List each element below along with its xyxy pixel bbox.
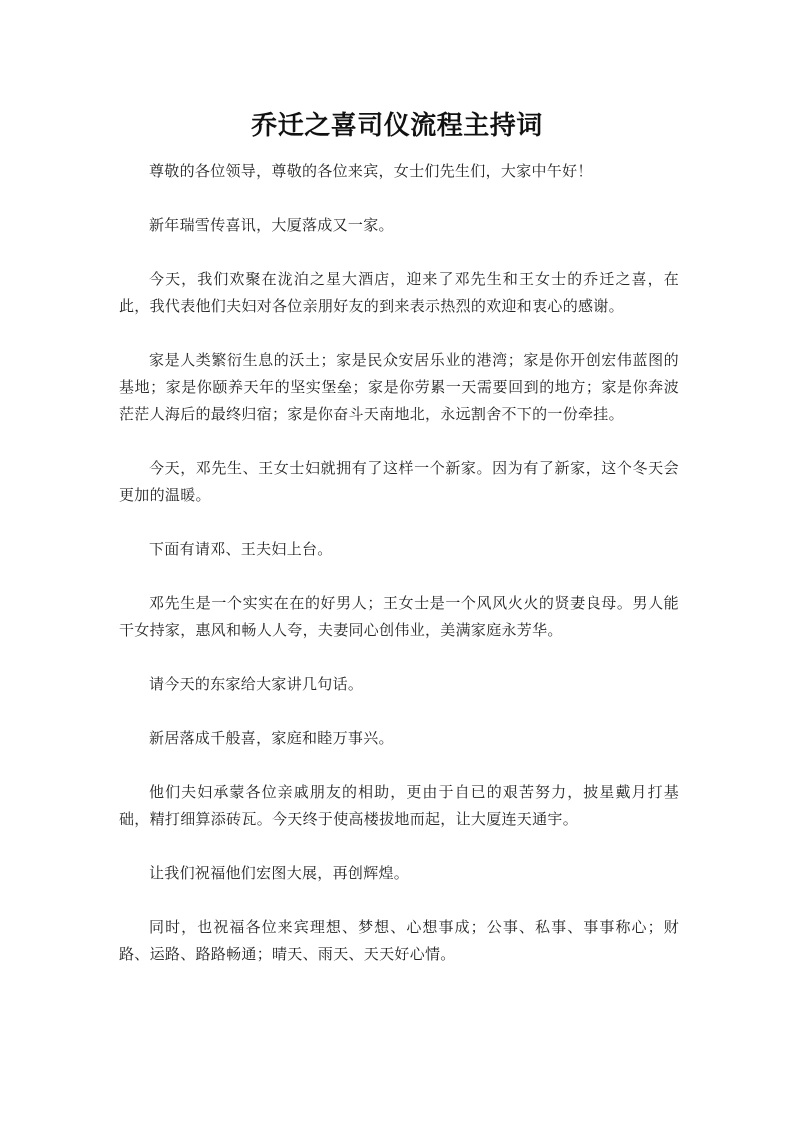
paragraph-couplet-opening: 新年瑞雪传喜讯，大厦落成又一家。	[149, 216, 394, 234]
paragraph-thanks: 他们夫妇承蒙各位亲戚朋友的相助，更由于自已的艰苦努力，披星戴月打基础，精打细算添砖瓦。今天终于使高楼拔地而起，让大厦连天通宇。	[119, 783, 679, 828]
paragraph-couplet-blessing: 新居落成千般喜，家庭和睦万事兴。	[149, 729, 394, 747]
paragraph-new-home: 今天，邓先生、王女士妇就拥有了这样一个新家。因为有了新家，这个冬天会更加的温暖。	[119, 459, 679, 504]
paragraph-welcome: 今天，我们欢聚在泷泊之星大酒店，迎来了邓先生和王女士的乔迁之喜，在此，我代表他们夫妇对各位亲朋好友的到来表示热烈的欢迎和衷心的感谢。	[119, 270, 679, 315]
paragraph-praise-couple: 邓先生是一个实实在在的好男人；王女士是一个风风火火的贤妻良母。男人能干女持家，惠风和畅人人夸，夫妻同心创伟业，美满家庭永芳华。	[119, 594, 679, 639]
paragraph-wish-guests: 同时，也祝福各位来宾理想、梦想、心想事成；公事、私事、事事称心；财路、运路、路路畅通；晴天、雨天、天天好心情。	[119, 918, 679, 963]
paragraph-greeting: 尊敬的各位领导，尊敬的各位来宾，女士们先生们，大家中午好！	[149, 162, 593, 180]
document-title: 乔迁之喜司仪流程主持词	[251, 111, 543, 141]
paragraph-invite-couple: 下面有请邓、王夫妇上台。	[149, 540, 333, 558]
paragraph-host-speech: 请今天的东家给大家讲几句话。	[149, 675, 364, 693]
paragraph-home-meaning: 家是人类繁衍生息的沃土；家是民众安居乐业的港湾；家是你开创宏伟蓝图的基地；家是你颐养天年的坚实堡垒；家是你劳累一天需要回到的地方；家是你奔波茫茫人海后的最终归宿；家是你奋斗天南地北，永远割舍不下的一份牵挂。	[119, 351, 679, 423]
paragraph-wish-prosperity: 让我们祝福他们宏图大展，再创辉煌。	[149, 864, 410, 882]
document-body	[119, 158, 679, 995]
